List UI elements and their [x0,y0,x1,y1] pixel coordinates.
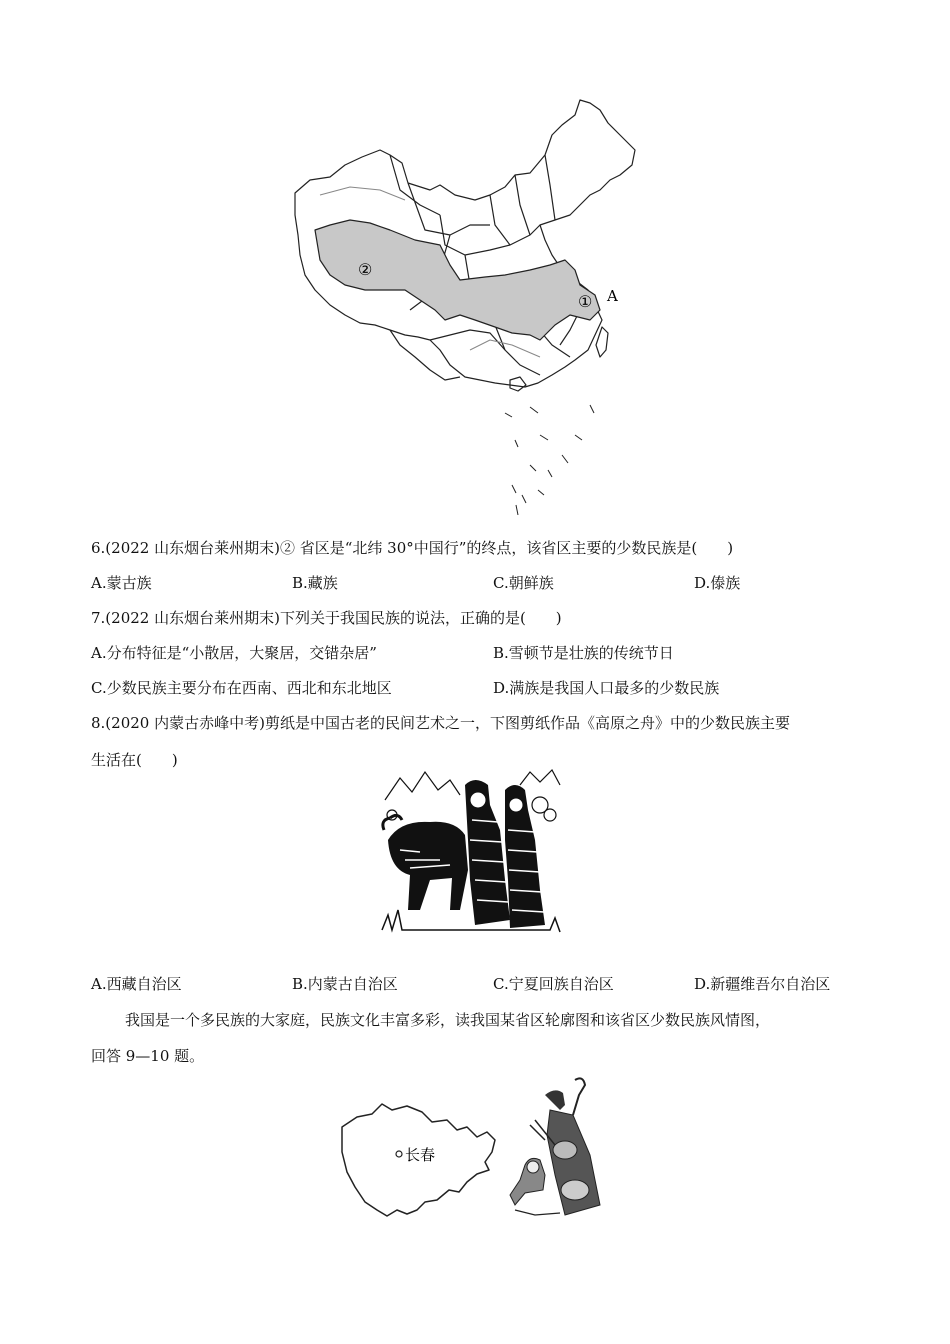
province-outline-map [337,1092,499,1222]
question-8-stem-line1: 8.(2020 内蒙古赤峰中考)剪纸是中国古老的民间艺术之一，下图剪纸作品《高原之舟》中的少数民族主要 [91,714,790,732]
china-map [290,95,640,515]
ethnic-dancer-image [505,1075,615,1220]
q8-option-d[interactable]: D.新疆维吾尔自治区 [694,975,831,993]
q6-option-b[interactable]: B.藏族 [292,574,338,592]
q6-option-d[interactable]: D.傣族 [694,574,741,592]
q7-option-d[interactable]: D.满族是我国人口最多的少数民族 [493,679,720,697]
q6-option-c[interactable]: C.朝鲜族 [493,574,554,592]
intro-9-10-line1: 我国是一个多民族的大家庭，民族文化丰富多彩，读我国某省区轮廓图和该省区少数民族风情图， [125,1011,771,1029]
q8-option-c[interactable]: C.宁夏回族自治区 [493,975,614,993]
q7-option-c[interactable]: C.少数民族主要分布在西南、西北和东北地区 [91,679,392,697]
map-label-region1: ① [578,292,593,311]
q8-option-b[interactable]: B.内蒙古自治区 [292,975,398,993]
intro-9-10-line2: 回答 9—10 题。 [91,1047,205,1065]
map-label-A: A [607,287,618,305]
papercut-image [380,760,562,935]
city-label-changchun: 长春 [405,1146,436,1164]
q6-option-a[interactable]: A.蒙古族 [91,574,152,592]
map-label-region2: ② [358,260,373,279]
question-8-stem-line2: 生活在( ) [91,751,178,769]
q8-option-a[interactable]: A.西藏自治区 [91,975,182,993]
q7-option-b[interactable]: B.雪顿节是壮族的传统节日 [493,644,674,662]
question-6-stem: 6.(2022 山东烟台莱州期末)② 省区是“北纬 30°中国行”的终点，该省区主要的少数民族是( ) [91,539,734,557]
q7-option-a[interactable]: A.分布特征是“小散居，大聚居，交错杂居” [91,644,377,662]
question-7-stem: 7.(2022 山东烟台莱州期末)下列关于我国民族的说法，正确的是( ) [91,609,562,627]
